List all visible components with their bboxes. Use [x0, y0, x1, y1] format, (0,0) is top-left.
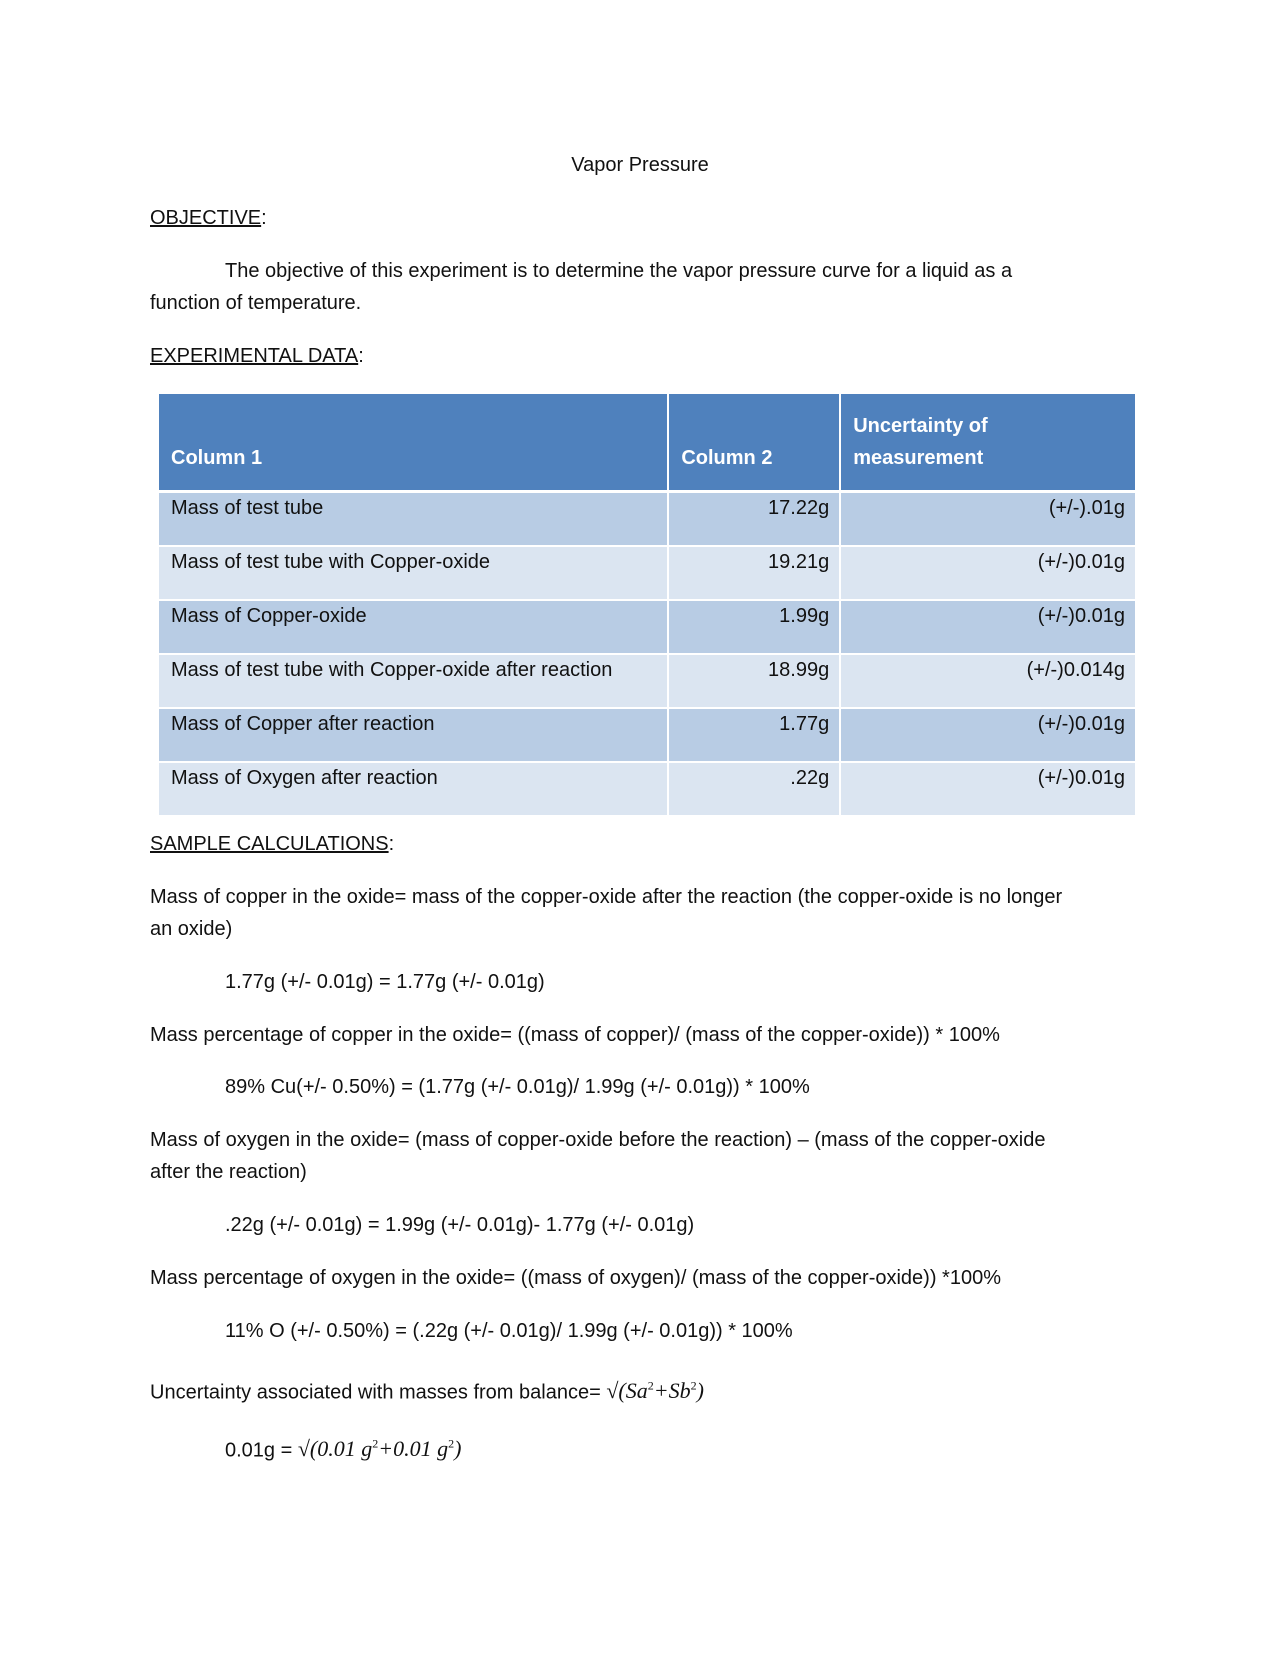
- formula-exponent: 2: [647, 1379, 654, 1393]
- experimental-data-heading-text: EXPERIMENTAL DATA: [150, 345, 359, 367]
- uncertainty-definition: [150, 1370, 704, 1408]
- row-uncertainty: (+/-)0.01g: [840, 708, 1136, 762]
- formula-open: √(: [297, 1436, 318, 1462]
- formula-close: ): [454, 1436, 462, 1462]
- formula-exponent: 2: [372, 1437, 379, 1451]
- objective-heading-text: OBJECTIVE: [150, 207, 262, 229]
- uncertainty-calculation: [225, 1428, 461, 1466]
- copper-percentage-calculation: 89% Cu(+/- 0.50%) = (1.77g (+/- 0.01g)/ 1.99g (+/- 0.01g)) * 100%: [225, 1076, 810, 1098]
- table-row: [159, 600, 1136, 654]
- table-row: [159, 654, 1136, 708]
- row-value: 18.99g: [668, 654, 840, 708]
- row-label: Mass of test tube with Copper-oxide after reaction: [159, 654, 668, 708]
- uncertainty-formula: [606, 1378, 704, 1403]
- formula-plus: +: [378, 1436, 394, 1462]
- formula-term-a: 0.01 g: [317, 1436, 373, 1462]
- table-row: [159, 546, 1136, 600]
- oxygen-percentage-definition: Mass percentage of oxygen in the oxide= ((mass of oxygen)/ (mass of the copper-oxide)) *100%: [150, 1267, 1001, 1289]
- formula-exponent: 2: [690, 1379, 697, 1393]
- objective-heading: OBJECTIVE:: [150, 207, 267, 229]
- formula-term-b: 0.01 g: [393, 1436, 449, 1462]
- row-value: .22g: [668, 762, 840, 816]
- objective-line-1: The objective of this experiment is to determine the vapor pressure curve for a liquid as a: [225, 260, 1013, 282]
- oxygen-calculation: .22g (+/- 0.01g) = 1.99g (+/- 0.01g)- 1.77g (+/- 0.01g): [225, 1214, 695, 1236]
- row-value: 17.22g: [668, 492, 840, 547]
- copper-definition-line-1: Mass of copper in the oxide= mass of the copper-oxide after the reaction (the copper-oxide is no longer: [150, 886, 1063, 908]
- copper-definition-line-2: an oxide): [150, 918, 233, 940]
- header-column-2: Column 2: [668, 394, 840, 492]
- row-value: 1.99g: [668, 600, 840, 654]
- row-value: 19.21g: [668, 546, 840, 600]
- row-value: 1.77g: [668, 708, 840, 762]
- formula-plus: +: [653, 1378, 669, 1404]
- table-header-row: [159, 394, 1136, 492]
- copper-calculation: 1.77g (+/- 0.01g) = 1.77g (+/- 0.01g): [225, 971, 545, 993]
- formula-term-a: Sa: [625, 1378, 648, 1404]
- table-row: [159, 492, 1136, 547]
- formula-exponent: 2: [448, 1437, 455, 1451]
- row-label: Mass of Copper after reaction: [159, 708, 668, 762]
- row-uncertainty: (+/-)0.01g: [840, 762, 1136, 816]
- formula-open: √(: [606, 1378, 626, 1404]
- experimental-data-heading: EXPERIMENTAL DATA:: [150, 345, 364, 367]
- row-uncertainty: (+/-)0.01g: [840, 546, 1136, 600]
- row-label: Mass of Oxygen after reaction: [159, 762, 668, 816]
- oxygen-definition-line-1: Mass of oxygen in the oxide= (mass of copper-oxide before the reaction) – (mass of the copper-oxide: [150, 1129, 1046, 1151]
- row-label: Mass of Copper-oxide: [159, 600, 668, 654]
- formula-term-b: Sb: [668, 1378, 691, 1404]
- row-label: Mass of test tube with Copper-oxide: [159, 546, 668, 600]
- copper-percentage-definition: Mass percentage of copper in the oxide= ((mass of copper)/ (mass of the copper-oxide)) * 100%: [150, 1024, 1000, 1046]
- sample-calculations-heading: SAMPLE CALCULATIONS:: [150, 833, 395, 855]
- header-column-1: Column 1: [159, 394, 668, 492]
- row-uncertainty: (+/-)0.01g: [840, 600, 1136, 654]
- sample-calculations-heading-text: SAMPLE CALCULATIONS: [150, 833, 389, 855]
- uncertainty-calc-lhs: 0.01g =: [225, 1439, 293, 1462]
- row-uncertainty: (+/-).01g: [840, 492, 1136, 547]
- oxygen-percentage-calculation: 11% O (+/- 0.50%) = (.22g (+/- 0.01g)/ 1.99g (+/- 0.01g)) * 100%: [225, 1320, 793, 1342]
- uncertainty-calc-formula: [298, 1436, 462, 1461]
- table-row: [159, 762, 1136, 816]
- objective-line-2: function of temperature.: [150, 292, 362, 314]
- document-title: Vapor Pressure: [571, 154, 709, 176]
- oxygen-definition-line-2: after the reaction): [150, 1161, 307, 1183]
- data-table: [159, 394, 1137, 817]
- row-label: Mass of test tube: [159, 492, 668, 547]
- row-uncertainty: (+/-)0.014g: [840, 654, 1136, 708]
- header-uncertainty: Uncertainty of measurement: [840, 394, 1136, 492]
- uncertainty-definition-text: Uncertainty associated with masses from balance=: [150, 1381, 601, 1404]
- table-row: [159, 708, 1136, 762]
- formula-close: ): [696, 1378, 704, 1404]
